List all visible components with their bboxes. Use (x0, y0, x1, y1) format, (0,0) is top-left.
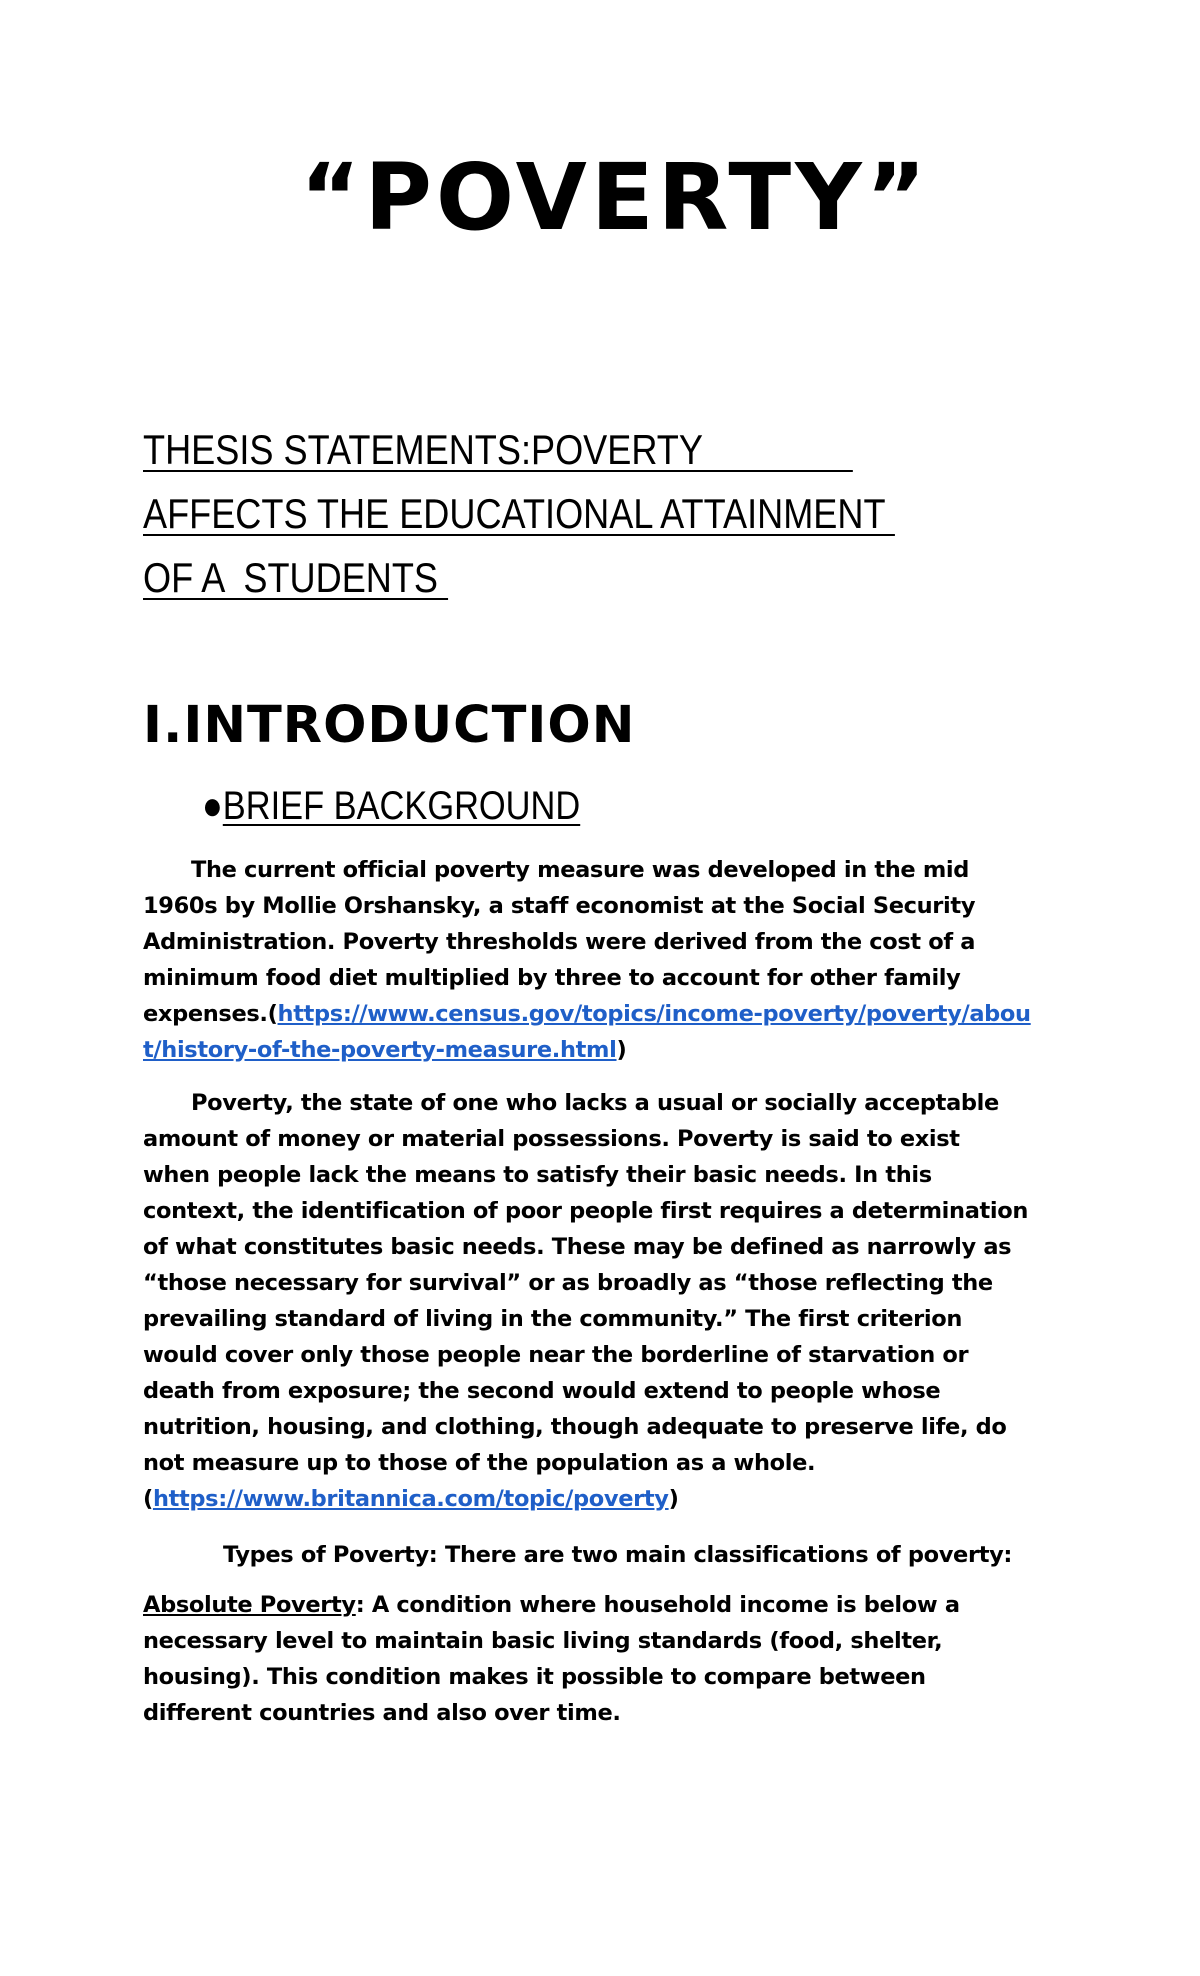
introduction-heading: I.INTRODUCTION (143, 696, 636, 755)
p1-line: 1960s by Mollie Orshansky, a staff economist at the Social Security (143, 893, 976, 919)
absolute-poverty-term: Absolute Poverty (143, 1592, 356, 1618)
document-title: “POVERTY” (300, 144, 931, 251)
p4-line: necessary level to maintain basic living standards (food, shelter, (143, 1628, 943, 1654)
p1-line: t/history-of-the-poverty-measure.html) (143, 1037, 627, 1063)
thesis-statement (143, 418, 943, 610)
p2-line: (https://www.britannica.com/topic/poverty) (143, 1486, 679, 1512)
p4-line: different countries and also over time. (143, 1700, 621, 1726)
p2-line: prevailing standard of living in the community.” The first criterion (143, 1306, 962, 1332)
paragraph-absolute-poverty (143, 1587, 1063, 1731)
p2-line: of what constitutes basic needs. These may be defined as narrowly as (143, 1234, 1012, 1260)
p1-line: minimum food diet multiplied by three to account for other family (143, 965, 961, 991)
p2-line: nutrition, housing, and clothing, though adequate to preserve life, do (143, 1414, 1007, 1440)
p2-line: not measure up to those of the population as a whole. (143, 1450, 816, 1476)
p1-line: The current official poverty measure was developed in the mid (191, 857, 970, 883)
census-link[interactable]: https://www.census.gov/topics/income-poverty/poverty/abou (277, 1001, 1031, 1027)
thesis-line-2: AFFECTS THE EDUCATIONAL ATTAINMENT (143, 490, 895, 537)
britannica-link[interactable]: https://www.britannica.com/topic/poverty (152, 1486, 669, 1512)
p2-line: amount of money or material possessions. Poverty is said to exist (143, 1126, 960, 1152)
p2-line: context, the identification of poor people first requires a determination (143, 1198, 1029, 1224)
brief-background-label: BRIEF BACKGROUND (222, 784, 581, 828)
bullet-icon: ● (202, 784, 223, 828)
brief-background-heading (202, 780, 580, 832)
paragraph-official-measure (143, 852, 1063, 1068)
p2-line: Poverty, the state of one who lacks a usual or socially acceptable (191, 1090, 999, 1116)
p1-line: expenses.(https://www.census.gov/topics/income-poverty/poverty/abou (143, 1001, 1031, 1027)
p4-line: Absolute Poverty: A condition where household income is below a (143, 1592, 960, 1618)
census-link-continued[interactable]: t/history-of-the-poverty-measure.html (143, 1037, 617, 1063)
p2-line: “those necessary for survival” or as broadly as “those reflecting the (143, 1270, 993, 1296)
p1-line: Administration. Poverty thresholds were derived from the cost of a (143, 929, 976, 955)
p4-line: housing). This condition makes it possible to compare between (143, 1664, 926, 1690)
p2-line: death from exposure; the second would extend to people whose (143, 1378, 941, 1404)
thesis-line-1: THESIS STATEMENTS:POVERTY (143, 426, 853, 473)
p2-line: when people lack the means to satisfy their basic needs. In this (143, 1162, 932, 1188)
p2-line: would cover only those people near the borderline of starvation or (143, 1342, 969, 1368)
types-of-poverty-line: Types of Poverty: There are two main classifications of poverty: (223, 1542, 1013, 1568)
paragraph-poverty-definition (143, 1085, 1063, 1517)
thesis-line-3: OF A STUDENTS (143, 554, 449, 601)
